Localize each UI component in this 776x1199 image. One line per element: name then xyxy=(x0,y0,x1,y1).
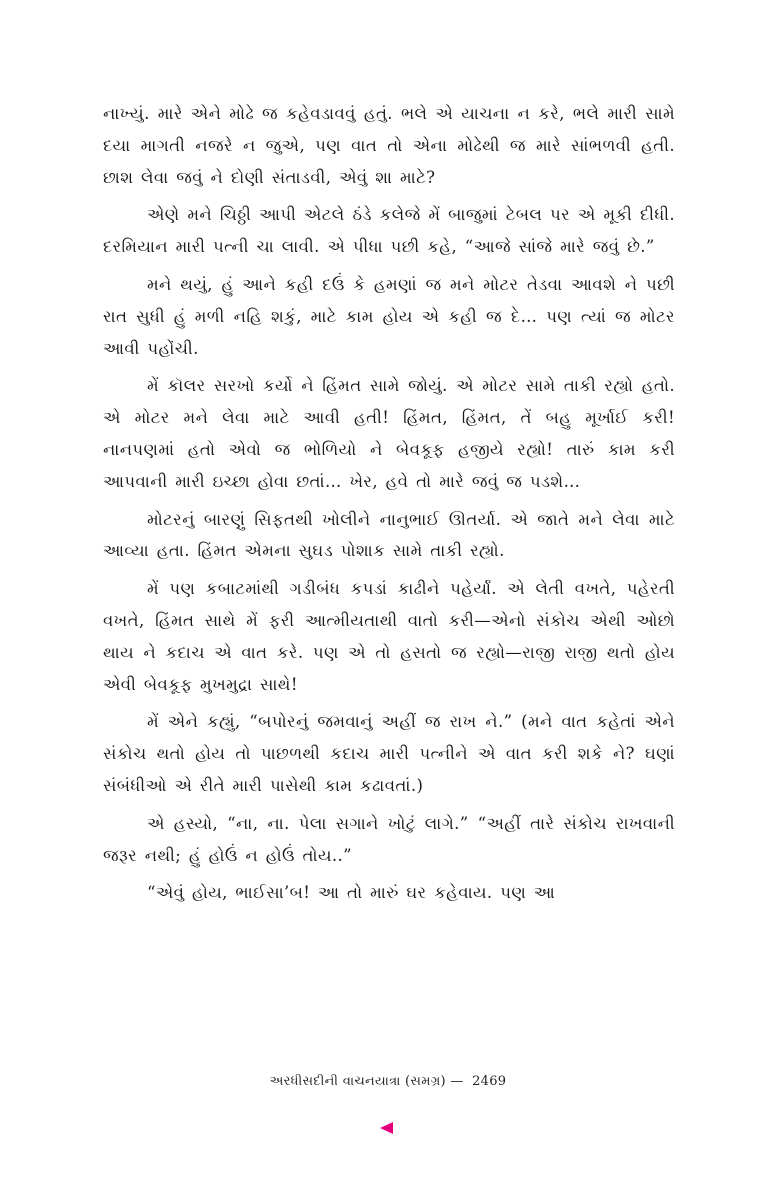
paragraph-4: મેં કૉલર સરખો કર્યો ને હિંમત સામે જોયું. એ મોટર સામે તાકી રહ્યો હતો. એ મોટર મને લેવા માટે આવી હતી! હિંમત, હિંમત, તેં બહુ મૂર્ખાઈ કરી! નાનપણમાં હતો એવો જ ભોળિયો ને બેવકૂફ હજીયે રહ્યો! તારું કામ કરી આપવાની મારી ઇચ્છા હોવા છતાં… ખેર, હવે તો મારે જવું જ પડશે… xyxy=(103,376,675,491)
page-body xyxy=(103,98,675,1058)
paragraph-6: મેં પણ કબાટમાંથી ગડીબંધ કપડાં કાઢીને પહેર્યાં. એ લેતી વખતે, પહેરતી વખતે, હિંમત સાથે મેં ફરી આત્મીયતાથી વાતો કરી—એનો સંકોચ એથી ઓછો થાય ને કદાચ એ વાત કરે. પણ એ તો હસતો જ રહ્યો—રાજી રાજી થતો હોય એવી બેવકૂફ મુખમુદ્રા સાથે! xyxy=(103,579,675,694)
paragraph-7: મેં એને કહ્યું, “બપોરનું જમવાનું અહીં જ રાખ ને.” (મને વાત કહેતાં એને સંકોચ થતો હોય તો પાછળથી કદાચ મારી પત્નીને એ વાત કરી શકે ને? ઘણાં સંબંધીઓ એ રીતે મારી પાસેથી કામ કઢાવતાં.) xyxy=(103,712,675,795)
paragraph-3: મને થયું, હું આને કહી દઉં કે હમણાં જ મને મોટર તેડવા આવશે ને પછી રાત સુધી હું મળી નહિ શકું, માટે કામ હોય એ કહી જ દે… પણ ત્યાં જ મોટર આવી પહોંચી. xyxy=(103,274,675,358)
footer-book-title: અરધીસદીની વાચનયાત્રા (સમગ્ર) — xyxy=(269,1074,464,1089)
paragraph-5: મોટરનું બારણું સિફતથી ખોલીને નાનુભાઈ ઊતર્યા. એ જાતે મને લેવા માટે આવ્યા હતા. હિંમત એમના સુઘડ પોશાક સામે તાકી રહ્યો. xyxy=(103,509,675,561)
paragraph-9: “એવું હોય, ભાઈસા’બ! આ તો મારું ઘર કહેવાય. પણ આ xyxy=(147,883,556,903)
paragraph-1: નાખ્યું. મારે એને મોઢે જ કહેવડાવવું હતું. ભલે એ યાચના ન કરે, ભલે મારી સામે દયા માગતી નજરે ન જુએ, પણ વાત તો એના મોઢેથી જ મારે સાંભળવી હતી. છાશ લેવા જવું ને દોણી સંતાડવી, એવું શા માટે? xyxy=(103,104,675,187)
paragraph-2: એણે મને ચિઠ્ઠી આપી એટલે ઠંડે કલેજે મેં બાજુમાં ટેબલ પર એ મૂકી દીધી. દરમિયાન મારી પત્ની ચા લાવી. એ પીધા પછી કહે, “આજે સાંજે મારે જવું છે.” xyxy=(103,205,675,257)
previous-page-arrow-icon[interactable] xyxy=(380,1122,393,1134)
page-footer xyxy=(0,1074,776,1089)
paragraph-8: એ હસ્યો, “ના, ના. પેલા સગાને ખોટું લાગે.” “અહીં તારે સંકોચ રાખવાની જરૂર નથી; હું હોઉં ન હોઉં તોય..” xyxy=(103,813,675,865)
footer-page-number: 2469 xyxy=(472,1074,507,1089)
